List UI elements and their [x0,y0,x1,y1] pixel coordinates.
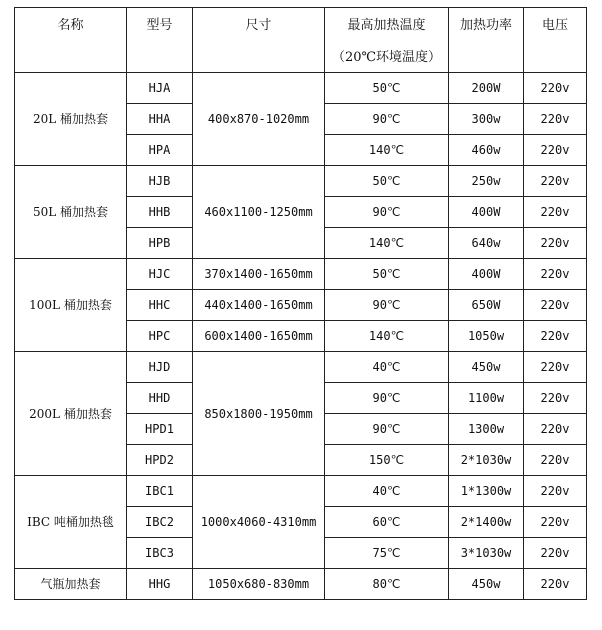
model-cell: HPC [127,321,193,352]
power-cell: 200W [449,73,524,104]
table-row [15,166,587,197]
model-cell: HJC [127,259,193,290]
power-cell: 400W [449,197,524,228]
spec-table [14,7,587,600]
temp-cell: 90℃ [325,290,449,321]
model-cell: HPA [127,135,193,166]
model-cell: HJD [127,352,193,383]
temp-cell: 90℃ [325,383,449,414]
power-cell: 3*1030w [449,538,524,569]
voltage-cell: 220v [524,73,587,104]
voltage-cell: 220v [524,569,587,600]
model-cell: HHC [127,290,193,321]
voltage-cell: 220v [524,321,587,352]
header-row [15,8,587,73]
group-name: IBC 吨桶加热毯 [15,476,127,569]
size-cell: 440x1400-1650mm [193,290,325,321]
temp-cell: 140℃ [325,135,449,166]
temp-cell: 50℃ [325,259,449,290]
size-cell: 400x870-1020mm [193,73,325,166]
temp-cell: 40℃ [325,476,449,507]
model-cell: HHA [127,104,193,135]
group-name: 200L 桶加热套 [15,352,127,476]
temp-cell: 80℃ [325,569,449,600]
header-model: 型号 [127,8,193,73]
power-cell: 1*1300w [449,476,524,507]
power-cell: 1300w [449,414,524,445]
model-cell: HHG [127,569,193,600]
group-name: 气瓶加热套 [15,569,127,600]
header-max-temp-label: 最高加热温度 [347,18,426,33]
voltage-cell: 220v [524,414,587,445]
voltage-cell: 220v [524,104,587,135]
size-cell: 1050x680-830mm [193,569,325,600]
model-cell: IBC2 [127,507,193,538]
table-row [15,569,587,600]
group-name: 50L 桶加热套 [15,166,127,259]
model-cell: HPD2 [127,445,193,476]
power-cell: 640w [449,228,524,259]
header-power: 加热功率 [449,8,524,73]
model-cell: HHD [127,383,193,414]
model-cell: IBC1 [127,476,193,507]
power-cell: 400W [449,259,524,290]
voltage-cell: 220v [524,476,587,507]
power-cell: 650W [449,290,524,321]
power-cell: 2*1400w [449,507,524,538]
table-row [15,73,587,104]
group-name: 20L 桶加热套 [15,73,127,166]
voltage-cell: 220v [524,290,587,321]
size-cell: 370x1400-1650mm [193,259,325,290]
voltage-cell: 220v [524,259,587,290]
header-max-temp [325,8,449,73]
header-size: 尺寸 [193,8,325,73]
temp-cell: 90℃ [325,414,449,445]
temp-cell: 150℃ [325,445,449,476]
size-cell: 600x1400-1650mm [193,321,325,352]
header-max-temp-note: （20℃环境温度） [331,50,442,65]
table-row [15,259,587,290]
temp-cell: 40℃ [325,352,449,383]
voltage-cell: 220v [524,507,587,538]
temp-cell: 60℃ [325,507,449,538]
voltage-cell: 220v [524,228,587,259]
model-cell: HPD1 [127,414,193,445]
power-cell: 450w [449,352,524,383]
temp-cell: 90℃ [325,197,449,228]
power-cell: 1100w [449,383,524,414]
voltage-cell: 220v [524,383,587,414]
voltage-cell: 220v [524,197,587,228]
group-name: 100L 桶加热套 [15,259,127,352]
power-cell: 250w [449,166,524,197]
model-cell: HPB [127,228,193,259]
power-cell: 300w [449,104,524,135]
voltage-cell: 220v [524,538,587,569]
voltage-cell: 220v [524,135,587,166]
header-voltage: 电压 [524,8,587,73]
size-cell: 1000x4060-4310mm [193,476,325,569]
size-cell: 460x1100-1250mm [193,166,325,259]
table-row [15,476,587,507]
header-name: 名称 [15,8,127,73]
power-cell: 460w [449,135,524,166]
temp-cell: 140℃ [325,228,449,259]
model-cell: HJA [127,73,193,104]
power-cell: 2*1030w [449,445,524,476]
temp-cell: 90℃ [325,104,449,135]
model-cell: IBC3 [127,538,193,569]
voltage-cell: 220v [524,445,587,476]
power-cell: 450w [449,569,524,600]
table-row [15,352,587,383]
temp-cell: 50℃ [325,73,449,104]
model-cell: HHB [127,197,193,228]
temp-cell: 50℃ [325,166,449,197]
temp-cell: 75℃ [325,538,449,569]
voltage-cell: 220v [524,166,587,197]
temp-cell: 140℃ [325,321,449,352]
size-cell: 850x1800-1950mm [193,352,325,476]
model-cell: HJB [127,166,193,197]
power-cell: 1050w [449,321,524,352]
voltage-cell: 220v [524,352,587,383]
